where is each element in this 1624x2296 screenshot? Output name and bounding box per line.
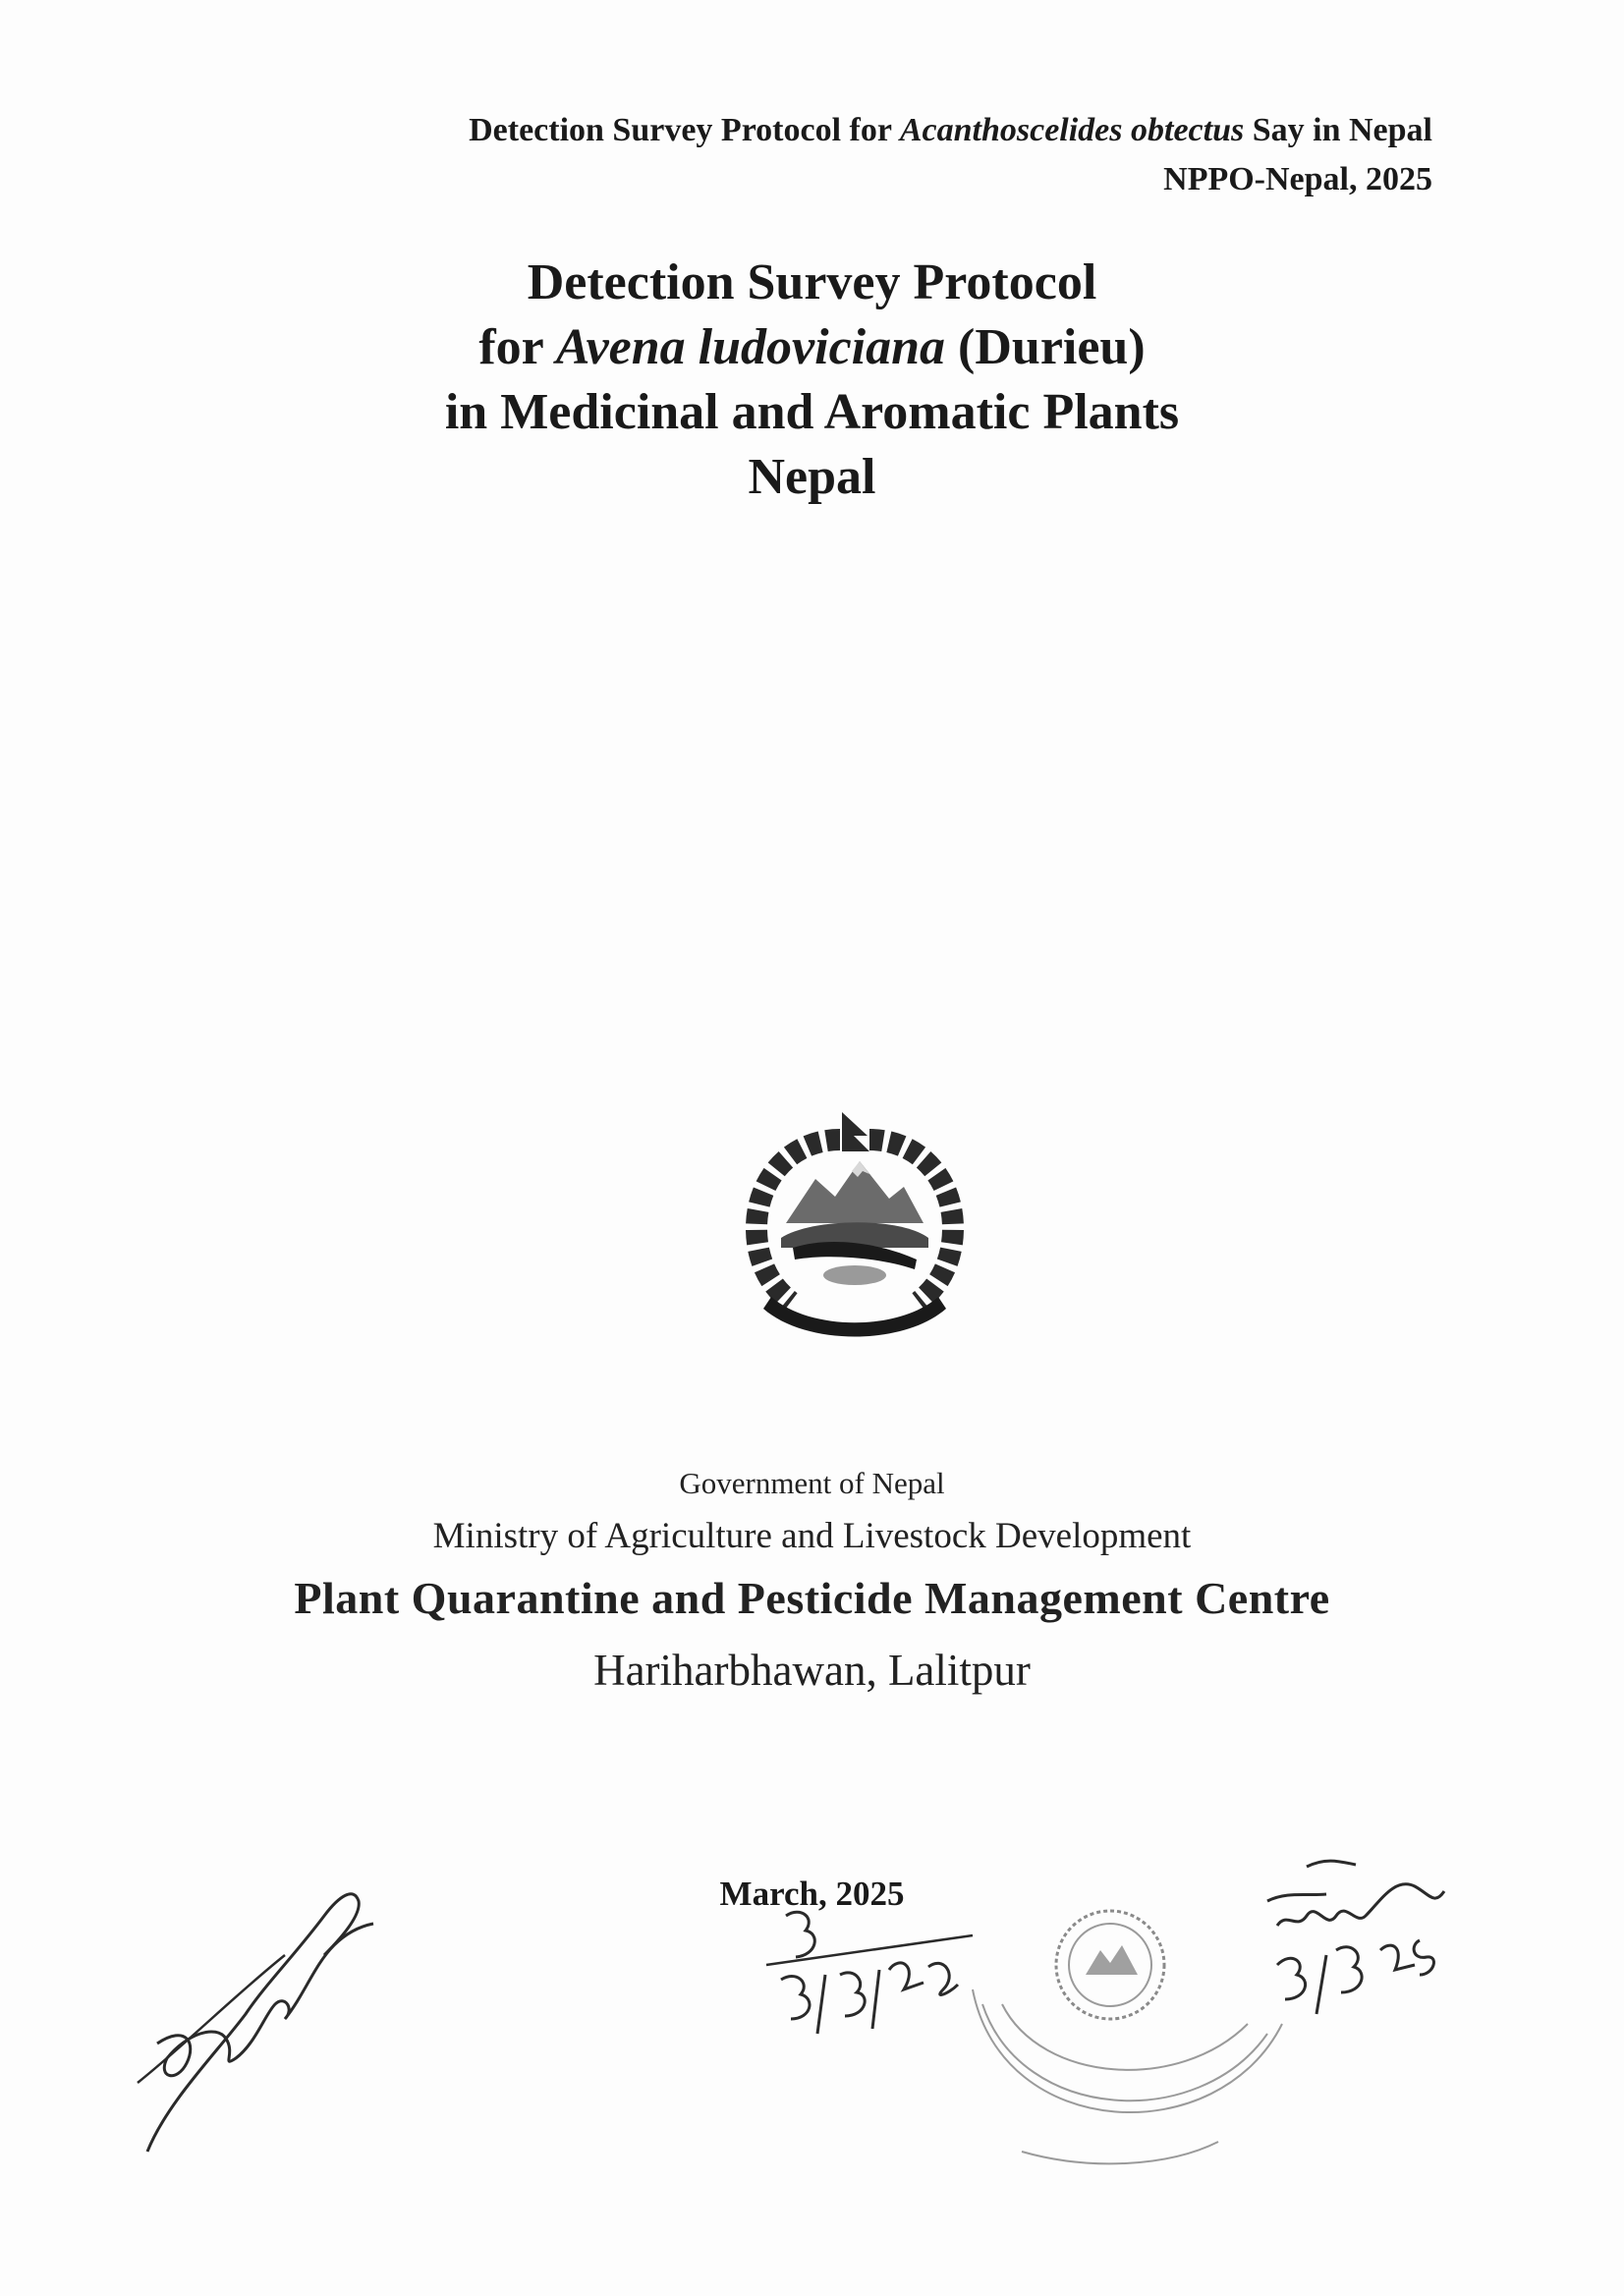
species-name: Acanthoscelides obtectus [899,112,1245,148]
centre-address: Hariharbhawan, Lalitpur [593,1646,1031,1695]
government-name: Government of Nepal [679,1466,945,1500]
running-header [469,106,1432,204]
title-line-1: Detection Survey Protocol [527,254,1097,310]
nepal-coat-of-arms-icon [722,1100,987,1346]
document-title [0,251,1624,510]
running-header-line-2: NPPO-Nepal, 2025 [1163,161,1432,197]
signature-left [128,1847,393,2171]
ministry-name: Ministry of Agriculture and Livestock Development [432,1516,1192,1556]
handwritten-date-middle [747,1896,992,2053]
centre-name: Plant Quarantine and Pesticide Management Centre [294,1573,1330,1623]
title-line-4: Nepal [748,449,876,505]
title-line-2: for Avena ludoviciana (Durieu) [478,319,1146,375]
running-header-line-1: Detection Survey Protocol for Acanthoscelides obtectus Say in Nepal [469,112,1432,148]
signature-right [1238,1847,1464,2034]
title-species-name: Avena ludoviciana [555,319,946,375]
title-line-3: in Medicinal and Aromatic Plants [444,384,1180,440]
publication-date: March, 2025 [719,1875,905,1913]
